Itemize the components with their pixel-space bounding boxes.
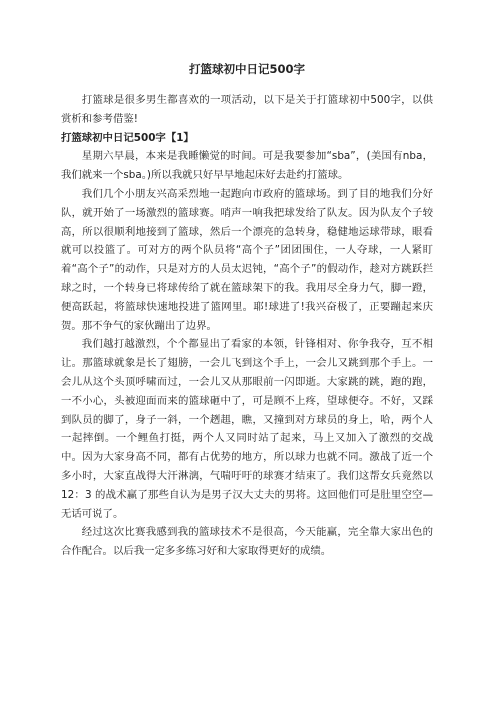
intro-paragraph: 打篮球是很多男生都喜欢的一项活动，以下是关于打篮球初中500字，以供赏析和参考借鉴! — [61, 94, 433, 125]
body-paragraph-1: 星期六早晨，本来是我睡懒觉的时间。可是我要参加“sba”，(美国有nba，我们就来一个sba。)所以我就只好早早地起床好去赴约打篮球。 — [61, 150, 433, 182]
body-paragraph-4: 经过这次比赛我感到我的篮球技术不是很高，今天能赢，完全靠大家出色的合作配合。以后我一定多多练习好和大家取得更好的成绩。 — [61, 526, 433, 558]
document-title: 打篮球初中日记500字 — [188, 62, 305, 76]
document-page — [61, 60, 433, 561]
body-paragraph-2: 我们几个小朋友兴高采烈地一起跑向市政府的篮球场。到了目的地我们分好队，就开始了一场激烈的篮球赛。哨声一响我把球发给了队友。因为队友个子较高，所以很顺利地接到了篮球，然后一个漂亮的急转身，稳健地运球带球，眼看就可以投篮了。可对方的两个队员将“高个子”团团围住，一人夺球，一人紧盯着“高个子”的动作，只是对方的人员太迟钝，“高个子”的假动作，趁对方跳跃拦球之时，一个转身已将球传给了就在篮球架下的我。我用尽全身力气，脚一蹬，便高跃起，将篮球快速地投进了篮网里。耶!球进了!我兴奋极了，正要蹦起来庆贺。那不争气的家伙蹦出了边界。 — [61, 187, 433, 332]
body-paragraph-3: 我们越打越激烈，个个都显出了看家的本领，针锋相对、你争我夺，互不相让。那篮球就象是长了翅膀，一会儿飞到这个手上，一会儿又跳到那个手上。一会儿从这个头顶呼啸而过，一会儿又从那眼前一闪即逝。大家跳的跳，跑的跑，一不小心，头被迎面而来的篮球砸中了，可是顾不上疼，望球便夺。不好，又踩到队员的脚了，身子一斜，一个趔趄，瞧，又撞到对方球员的身上，哈，两个人一起摔倒。一个鲤鱼打挺，两个人又同时站了起来，马上又加入了激烈的交战中。因为大家身高不同，都有占优势的地方，所以球力也就不同。激战了近一个多小时，大家直战得大汗淋漓，气喘吁吁的球赛才结束了。我们这帮女兵竟然以 12：3 的战术赢了那些自认为是男子汉大丈夫的男将。这回他们可是肚里空空—无话可说了。 — [61, 338, 433, 520]
section-heading: 打篮球初中日记500字【1】 — [61, 131, 194, 144]
